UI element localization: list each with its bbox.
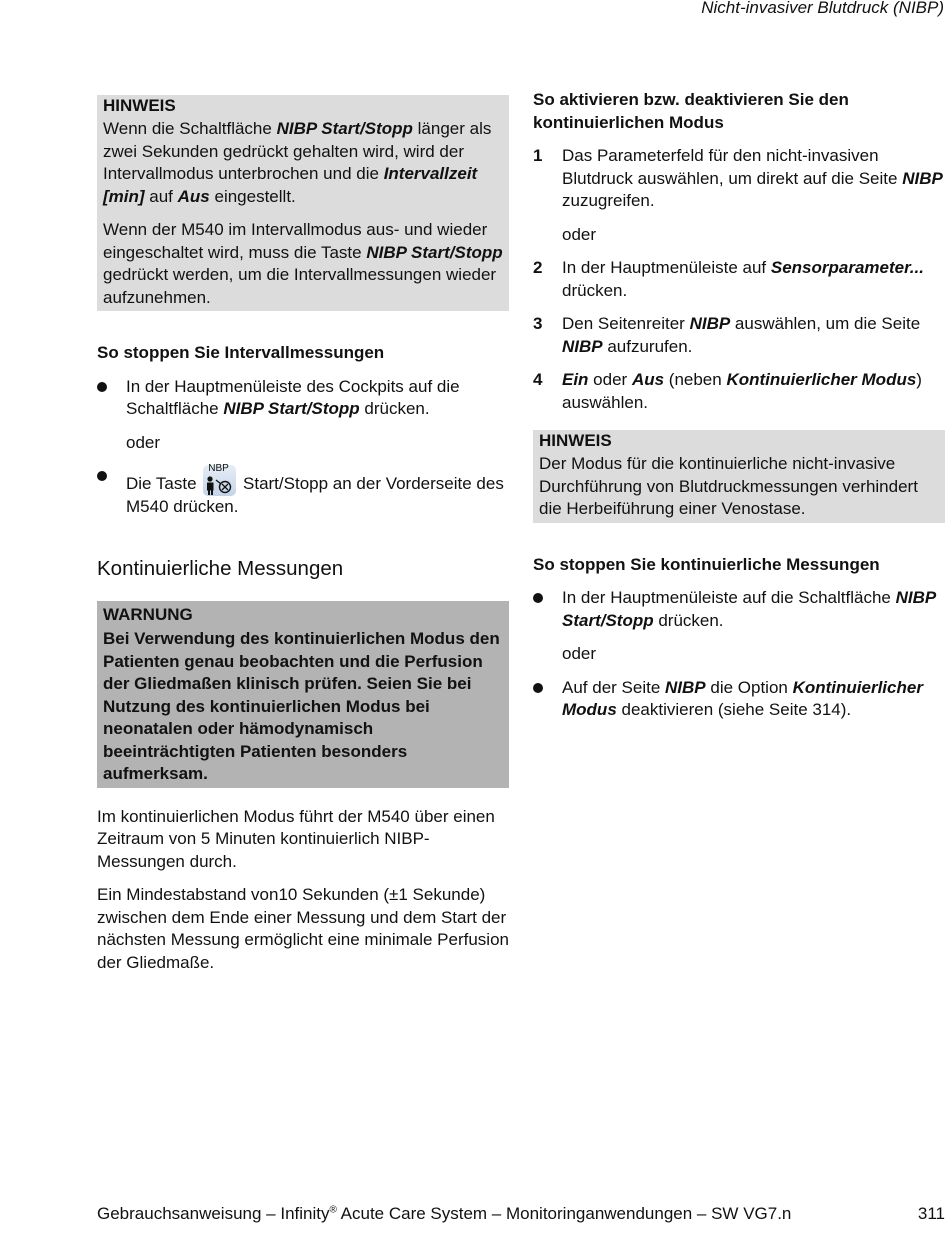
text-run: In der Hauptmenüleiste des Cockpits auf die Schaltfläche — [126, 376, 460, 418]
emphasized-term: NIBP — [902, 168, 943, 188]
list-item-text — [126, 377, 460, 419]
emphasized-term: Kontinuierlicher Modus — [562, 677, 923, 719]
text-run: gedrückt werden, um die Intervallmessungen wieder aufzunehmen. — [103, 265, 497, 307]
text-run: Wenn die Schaltfläche — [103, 119, 277, 138]
note-paragraph — [103, 219, 503, 309]
section-heading-stop-interval: So stoppen Sie Intervallmessungen — [97, 343, 385, 362]
note-box — [97, 95, 509, 311]
step-item — [533, 313, 945, 358]
list-item-text — [562, 678, 923, 720]
text-run: Das Parameterfeld für den nicht-invasiven Blutdruck auswählen, um direkt auf die Seite — [562, 146, 903, 188]
emphasized-term: Intervallzeit [min] — [103, 164, 478, 206]
page-footer — [97, 1203, 945, 1226]
text-run: In der Hauptmenüleiste auf die Schaltfläche — [562, 588, 896, 607]
list-item — [533, 677, 945, 722]
warning-label: WARNUNG — [103, 605, 193, 624]
warning-box — [97, 601, 509, 788]
emphasized-term: NIBP — [562, 336, 603, 356]
list-item — [97, 465, 509, 519]
oder-text: oder — [562, 224, 597, 244]
text-run: eingestellt. — [209, 186, 296, 206]
oder-text: oder — [126, 432, 161, 452]
step-list — [533, 145, 945, 414]
list-item-text — [562, 588, 936, 630]
emphasized-term: NIBP Start/Stopp — [562, 588, 936, 630]
text-run: In der Hauptmenüleiste auf — [562, 258, 771, 277]
bullet-list — [533, 587, 945, 722]
text-run: länger als zwei Sekunden gedrückt gehalten wird, wird der Intervallmodus unterbrochen und die — [103, 119, 492, 183]
bullet-dot — [533, 683, 543, 693]
text-run: (neben — [664, 370, 727, 389]
body-paragraph: Ein Mindestabstand von10 Sekunden (±1 Sekunde) zwischen dem Ende einer Messung und dem Start der nächsten Messung ermöglicht eine minimale Perfusion der Gliedmaße. — [97, 885, 509, 972]
section-heading-activate: So aktivieren bzw. deaktivieren Sie den kontinuierlichen Modus — [533, 90, 849, 132]
bullet-dot — [97, 471, 107, 481]
note-box — [533, 430, 945, 523]
text-run: oder — [588, 370, 632, 389]
text-run: auf — [144, 186, 178, 206]
step-item — [533, 257, 945, 302]
warning-text: Bei Verwendung des kontinuierlichen Modus den Patienten genau beobachten und die Perfusion der Gliedmaßen klinisch prüfen. Seien Sie bei Nutzung des kontinuierlichen Modus bei neonatalen oder hämodynamisch beeinträchtigten Patienten besonders aufmerksam. — [103, 629, 500, 783]
step-number: 1 — [533, 146, 543, 165]
emphasized-term: NIBP — [665, 677, 706, 697]
list-item-text-before: Die Taste — [126, 474, 202, 493]
step-text — [562, 370, 922, 412]
note-label: HINWEIS — [539, 431, 612, 450]
emphasized-term: NIBP — [689, 314, 731, 333]
running-header: Nicht-invasiver Blutdruck (NIBP) — [701, 0, 944, 17]
step-item — [533, 145, 945, 213]
footer-text-rest: Acute Care System – Monitoringanwendungen – SW VG7.n — [336, 1204, 792, 1223]
text-run: aufzurufen. — [602, 336, 693, 356]
emphasized-term: NIBP Start/Stopp — [223, 399, 360, 418]
list-item — [533, 587, 945, 632]
registered-mark: ® — [329, 1204, 337, 1216]
step-number: 4 — [533, 370, 543, 389]
note-paragraph — [103, 118, 503, 208]
text-run: deaktivieren (siehe Seite 314). — [616, 700, 852, 719]
key-label: NBP — [208, 463, 229, 474]
text-run: die Option — [705, 677, 793, 697]
bullet-dot — [97, 382, 107, 392]
oder-text: oder — [562, 644, 597, 663]
step-text — [562, 314, 920, 356]
text-run: ) auswählen. — [562, 370, 922, 412]
footer-text: Gebrauchsanweisung – Infinity — [97, 1204, 330, 1223]
page-number: 311 — [917, 1204, 945, 1223]
left-column — [97, 95, 509, 974]
step-number: 2 — [533, 258, 543, 277]
bullet-dot — [533, 593, 543, 603]
section-heading-stop-continuous: So stoppen Sie kontinuierliche Messungen — [533, 554, 880, 574]
text-run: Wenn der M540 im Intervallmodus aus- und wieder eingeschaltet wird, muss die Taste — [103, 220, 488, 262]
nibp-start-stop-key-icon — [203, 465, 236, 496]
body-paragraph: Im kontinuierlichen Modus führt der M540 über einen Zeitraum von 5 Minuten kontinuierlich NIBP-Messungen durch. — [97, 806, 495, 871]
text-run: drücken. — [653, 610, 724, 630]
text-run: zuzugreifen. — [562, 191, 655, 210]
list-item-text-after: Start/Stopp an der Vorderseite des M540 drücken. — [126, 474, 504, 516]
text-run: Den Seitenreiter — [562, 314, 690, 333]
emphasized-term: Aus — [631, 370, 665, 389]
step-number: 3 — [533, 314, 543, 333]
bullet-list — [97, 376, 509, 519]
emphasized-term: Ein — [562, 370, 589, 389]
note-text: Der Modus für die kontinuierliche nicht-invasive Durchführung von Blutdruckmessungen verhindert die Herbeiführung einer Venostase. — [539, 454, 918, 518]
right-column — [533, 89, 945, 722]
emphasized-term: Kontinuierlicher Modus — [726, 370, 917, 389]
emphasized-term: Aus — [177, 186, 210, 206]
emphasized-term: NIBP Start/Stopp — [276, 119, 413, 138]
text-run: Auf der Seite — [562, 677, 666, 697]
emphasized-term: NIBP Start/Stopp — [366, 242, 503, 262]
text-run: auswählen, um die Seite — [730, 314, 921, 333]
emphasized-term: Sensorparameter... — [770, 258, 924, 277]
text-run: drücken. — [562, 280, 628, 300]
text-run: drücken. — [359, 399, 430, 418]
section-heading-continuous: Kontinuierliche Messungen — [97, 556, 344, 580]
step-text — [562, 258, 924, 300]
step-text — [562, 146, 943, 210]
note-label: HINWEIS — [103, 96, 176, 115]
list-item — [97, 376, 509, 421]
step-item — [533, 369, 945, 414]
